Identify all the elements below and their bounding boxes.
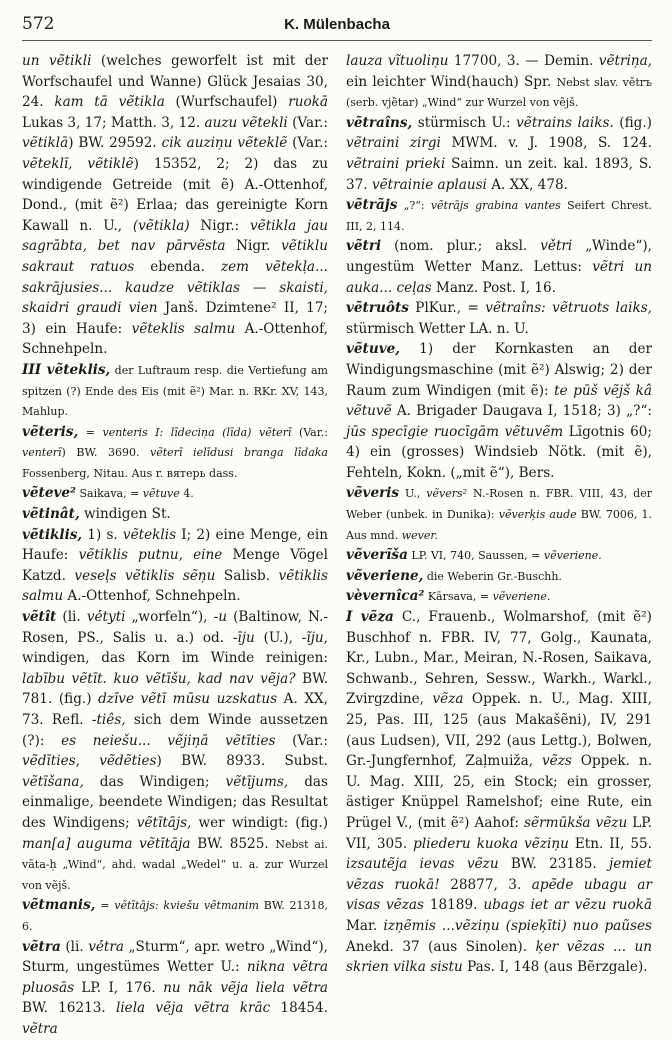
entry-text: der Luftraum resp. die Vertiefung am spitzen (?) Ende des Eis (mit ẽ²) Mar. n. RKr. XV, 143, Mahlup. [22,363,328,419]
entry-text: BW. 7006, 1. Aus mnd. [346,508,652,542]
entry-text: vẽveriene. [543,549,602,563]
dictionary-entry [22,504,328,525]
entry-text: A. XX, 478. [486,176,568,193]
entry-text: izņẽmis ...vẽziņu (spieķīti) nuo paũses [383,917,653,934]
entry-text: un vẽtikli [22,53,92,69]
entry-text: 18189. [423,897,484,914]
entry-text: 1) s. [82,526,123,543]
dictionary-entry [346,339,652,483]
entry-text: stürmisch Wetter LA. n. U. [346,320,529,337]
entry-headword: vẽtuve, [346,341,400,358]
entry-text: vẽtra [22,1020,58,1037]
entry-text: 4. [179,487,194,501]
entry-text: , windigen, das Korn im Winde reinigen: [22,629,328,667]
entry-text: (Var.: [291,425,328,439]
dictionary-entry [346,298,652,339]
entry-headword: vẽtmanis, [22,897,96,914]
entry-text: MWM. v. J. 1908, S. 124. [440,135,652,152]
entry-text: Nigr. [225,238,282,255]
entry-text: (nom. plur.; aksl. [381,238,541,255]
columns [22,51,652,1040]
entry-text: LP. VII, 305. [346,814,652,852]
entry-text: Lukas 3, 17; Matth. 3, 12. [22,114,205,131]
entry-text: vẽtuve [142,487,180,501]
entry-text: veseļs vẽtiklis sẽņu [74,567,216,584]
entry-headword: vèvernîca² [346,588,425,605]
entry-text: das einmalige, beendete Windigen; das Resultat des Windigens; [22,773,328,831]
entry-text: nikna vẽtra pluosās [22,959,329,996]
entry-text: vẽtiklis salmu [22,567,328,605]
entry-text: Etn. II, 55. [568,835,652,852]
entry-text: venterī [22,446,62,460]
entry-text: lauza vĩtuoliņu [346,53,449,69]
entry-text: dzīve vẽtī mūsu uzskatus [98,691,278,708]
page-number: 572 [22,14,55,34]
entry-text: vẽtriņa, [598,53,652,69]
entry-headword: vẽteve² [22,485,76,502]
entry-headword: vẽtri [346,238,382,255]
entry-text: vẽteklis [122,526,177,543]
entry-text: PlKur., = [408,300,486,317]
entry-text: (li. [60,938,89,955]
entry-text: Janš. Dzimtene² II, 17; 3) ein Haufe: [22,300,328,337]
entry-text: jemiet vẽzas ruokā! [346,856,653,893]
entry-text: „Sturm“, apr. wetro „Wind“), Sturm, ungestümes Wetter U.: [22,938,328,976]
entry-headword: vẽtruôts [346,300,409,317]
entry-text: (Wurfschaufel) [164,94,289,111]
entry-text: vẽveriene. [492,590,551,604]
entry-text: ubags iet ar vẽzu ruokā [483,897,652,914]
entry-text: Nebst slav. větrъ (serb. vjȅtar) „Wind“ zur Wurzel von vẽjš. [346,75,653,110]
entry-text: wer windigt: (fig.) [191,814,329,831]
entry-headword: vẽtît [22,609,57,626]
entry-text: (Var.: [275,732,329,749]
entry-text: auzu vẽtekli [204,114,288,131]
dictionary-entry [22,483,328,504]
entry-headword: vẽveris [346,485,400,502]
entry-headword: vẽveriene, [346,567,424,584]
entry-text: -ĩju [301,629,324,646]
entry-text: (welches geworfelt ist mit der Worfschaufel und Wanne) Glück Jesaias 30, 24. [22,53,328,111]
entry-text: -īju [232,629,255,646]
entry-text: „worfeln“), [125,609,214,626]
entry-text: LP. I, 176. [74,979,164,996]
entry-text: Saimn. un zeit. kal. 1893, S. 37. [346,155,652,193]
entry-headword: vẽtiklis, [22,526,83,543]
right-column [346,51,652,1040]
dictionary-entry [346,566,652,587]
entry-text: Fossenberg, Nitau. Aus r. вятерь dass. [22,466,238,480]
entry-text: vẽteklī, vẽtiklẽ [22,155,134,172]
entry-text: LP. VI, 740, Saussen, = [407,549,544,563]
entry-text: apẽde ubagu ar visas vẽzas [346,876,652,914]
entry-text: vẽtikla jau sagrābta, bet nav pārvẽsta [22,217,328,255]
entry-text: 17700, 3. — Demin. [448,53,599,69]
entry-text: izsautẽja ievas vẽzu [346,856,499,873]
entry-text: „?“: [397,199,431,213]
entry-text: nu nāk vẽja liela vẽtra [163,979,329,996]
entry-text: te pūš vẽjš kâ vẽtuvẽ [346,382,652,420]
dictionary-entry [22,51,328,360]
entry-text: vė́tyti [86,609,126,626]
entry-text: „Winde“), ungestüm Wetter Manz. Lettus: [346,238,652,275]
entry-text: vẽtrains laiks. [516,114,614,131]
entry-text: die Weberin Gr.-Buschh. [423,569,562,583]
dictionary-entry [346,586,652,607]
entry-text: vẽverķis aude [498,508,577,522]
entry-text: (fig.) [613,114,652,131]
entry-text: es neiešu... vẽjiņā vẽtīties [61,732,276,749]
entry-text: jūs specīgie ruocīgām vẽtuvẽm [346,423,564,440]
entry-text: windigen St. [79,506,171,523]
entry-text: Pas. I, 148 (aus Bẽrzgale). [462,959,648,976]
entry-headword: vẽtrãjs [346,197,398,214]
entry-text: Anekd. 37 (aus Sinolen). [346,938,536,955]
entry-text: vẽtrainie aplausi [371,176,487,193]
entry-text: ) BW. 29592. [68,135,162,152]
entry-headword: vẽverĩša [346,547,408,564]
entry-text: vẽtīšana, [22,773,84,790]
entry-text: vẽtiklu sakraut ratuos [22,238,328,275]
entry-text: 1) der Kornkasten an der Windigungsmaschine (mit ẽ²) Alswig; 2) der Raum zum Windigen (mit ẽ): [346,341,652,399]
entry-text: man[a] auguma vẽtītāja [22,835,191,852]
entry-text: vė́tra [88,938,124,955]
entry-text: A. Brigader Daugava I, 1518; 3) „?“: [391,403,652,420]
entry-text: A.-Ottenhof, Schnehpeln. [63,588,241,605]
dictionary-entry [22,937,328,1040]
entry-text: cik auziņu vẽteklẽ [161,135,288,152]
entry-text: vẽzs [541,753,572,770]
entry-text: (vẽtikla) [132,217,190,234]
entry-text: 18454. [270,1000,328,1017]
entry-text: vẽtītājs: kviešu vẽtmanim [114,899,259,913]
entry-text: vẽterī ielīdusi branga līdaka [150,446,328,460]
entry-text: vẽtraîns: vẽtruots laiks, [485,300,652,317]
entry-text: ) 15352, 2; 2) das zu windigende Getreide (mit ẽ) A.-Ottenhof, Dond., (mit ẽ²) Erlaa; das gereinigte Korn Kawall n. U., [22,155,328,234]
entry-text: vẽtrājs grabina vantes [430,199,561,213]
dictionary-entry [346,51,652,113]
entry-text: BW. 781. (fig.) [22,670,328,708]
entry-text: ruokā [288,94,328,111]
entry-text: vẽtītājs, [136,814,192,831]
dictionary-entry [22,422,328,484]
entry-text: Salisb. [215,567,279,584]
entry-text: ķer vẽzas ... un skrien vilka sistu [346,938,652,976]
left-column [22,51,328,1040]
entry-text: BW. 16213. [22,1000,116,1017]
dictionary-entry [346,607,652,978]
entry-text: Nebst ai. vāta-ḥ „Wind“, ahd. wadal „Wedel“ u. a. zur Wurzel von vẽjš. [22,837,328,892]
entry-text: -tiês, [91,712,126,728]
entry-text: ) BW. 3690. [61,446,151,460]
dictionary-entry [22,895,328,936]
entry-text: das Windigen; [83,773,226,790]
entry-headword: vẽtra [22,938,61,955]
entry-text: BW. 21318, 6. [22,899,329,933]
entry-headword: I vẽza [346,609,394,626]
dictionary-entry [22,607,328,895]
entry-text: zem vẽtekļa... sakrājusies... kaudze vẽtiklas — skaisti, skaidri graudi vien [22,258,328,317]
entry-text: A.-Ottenhof, Schnehpeln. [22,320,328,358]
entry-text: ebenda. [134,258,221,275]
entry-text: (U.), [254,629,302,646]
entry-text: vẽteklis salmu [131,320,236,337]
entry-text: Mar. [346,917,384,934]
entry-text: vẽvers² [426,487,468,501]
entry-text: vẽtījums, [225,773,289,790]
entry-text: vẽtraini zirgi [346,135,441,152]
entry-text: ) BW. 8933. Subst. [156,753,328,770]
entry-text: U., [399,487,427,501]
entry-text: BW. 23185. [498,856,609,873]
dictionary-entry [346,545,652,566]
entry-headword: III vẽteklis, [22,361,111,378]
entry-text: (Baltinow, N.-Rosen, PS., Salis u. a.) od. [22,609,328,646]
entry-text: vẽtiklā [22,135,69,152]
running-title: K. Mülenbacha [284,16,390,33]
entry-text: sich dem Winde aussetzen (?): [22,712,328,749]
entry-text: (Var.: [287,114,328,131]
entry-text: vẽtraini prieki [346,155,446,172]
entry-text: (Var.: [287,135,328,152]
entry-text: = [95,899,115,913]
entry-text: BW. 8525. [190,835,276,852]
entry-text: Nigr.: [189,217,250,234]
entry-headword: vẽtraîns, [346,114,413,131]
entry-text: kam tā vẽtikla [54,94,165,111]
entry-text: I; 2) eine Menge, ein Haufe: [22,526,328,564]
entry-text: = venteris I: līdeciņa (līda) vẽterī [78,425,292,439]
entry-text: sẽrmūkša vẽzu [524,814,628,831]
entry-text: vẽtiklis putnu, eine [78,547,223,564]
entry-text: C., Frauenb., Wolmarshof, (mit ẽ²) Buschhof n. FBR. IV, 77, Golg., Kaunata, Kr., Lubn., Mar., Meiran, N.-Rosen, Saikava, Schwanb., Sehren, Sessw., Warkh., Warkl., Zvirgzdine, [346,609,652,708]
entry-text: N.-Rosen n. FBR. VIII, 43, der Weber (unbek. in Dunika): [346,487,652,522]
dictionary-entry [346,113,652,195]
dictionary-entry [22,525,328,607]
entry-text: větri [540,238,573,255]
entry-text: Līgotnis 60; 4) ein (grosses) Windsieb Nötk. (mit ẽ), Fehteln, Kokn. („mit ẽ“), Bers. [346,423,652,481]
entry-text: liela vẽja vẽtra krāc [115,1000,271,1017]
entry-text: A. XX, 73. Refl. [22,691,328,728]
page-header [22,14,652,41]
entry-text: 28877, 3. [439,876,532,893]
entry-text: vẽdīties, vẽdẽties [22,753,157,770]
entry-text: Seifert Chrest. III, 2, 114. [346,199,652,233]
entry-text: pliederu kuoka vẽziņu [413,835,569,852]
dictionary-entry [346,236,652,298]
dictionary-entry [22,360,328,422]
entry-text: Manz. Post. I, 16. [431,279,556,296]
entry-text: (li. [56,609,87,626]
entry-text: Menge Vögel Katzd. [22,547,328,584]
entry-text: wever. [401,528,438,542]
entry-text: vẽtri un auka... ceļas [346,258,652,296]
dictionary-entry [346,483,652,545]
entry-text: Saikava, = [75,487,143,501]
entry-text: vẽza [432,691,464,708]
entry-headword: vẽtinât, [22,506,80,523]
entry-text: Kārsava, = [424,590,493,604]
entry-text: labību vẽtīt. kuo vẽtīšu, kad nav vẽja? [22,670,296,687]
entry-text: Oppek. n. U. Mag. XIII, 25, ein Stock; ein grosser, ästiger Knüppel Ramelshof; eine Rute, ein Prügel V., (mit ẽ²) Aahof: [346,753,652,831]
entry-text: -u [213,609,227,626]
dictionary-entry [346,195,652,236]
entry-headword: vẽteris, [22,423,79,440]
entry-text: stürmisch U.: [412,114,517,131]
entry-text: Oppek. n. U., Mag. XIII, 25, Pas. III, 125 (aus Makašẽni), IV, 291 (aus Ludsen), VII, 292 (aus Lettg.), Bolwen, Gr.-Jungfernhof, Zaļmuiža, [346,691,652,770]
entry-text: ein leichter Wind(hauch) Spr. [346,73,557,90]
